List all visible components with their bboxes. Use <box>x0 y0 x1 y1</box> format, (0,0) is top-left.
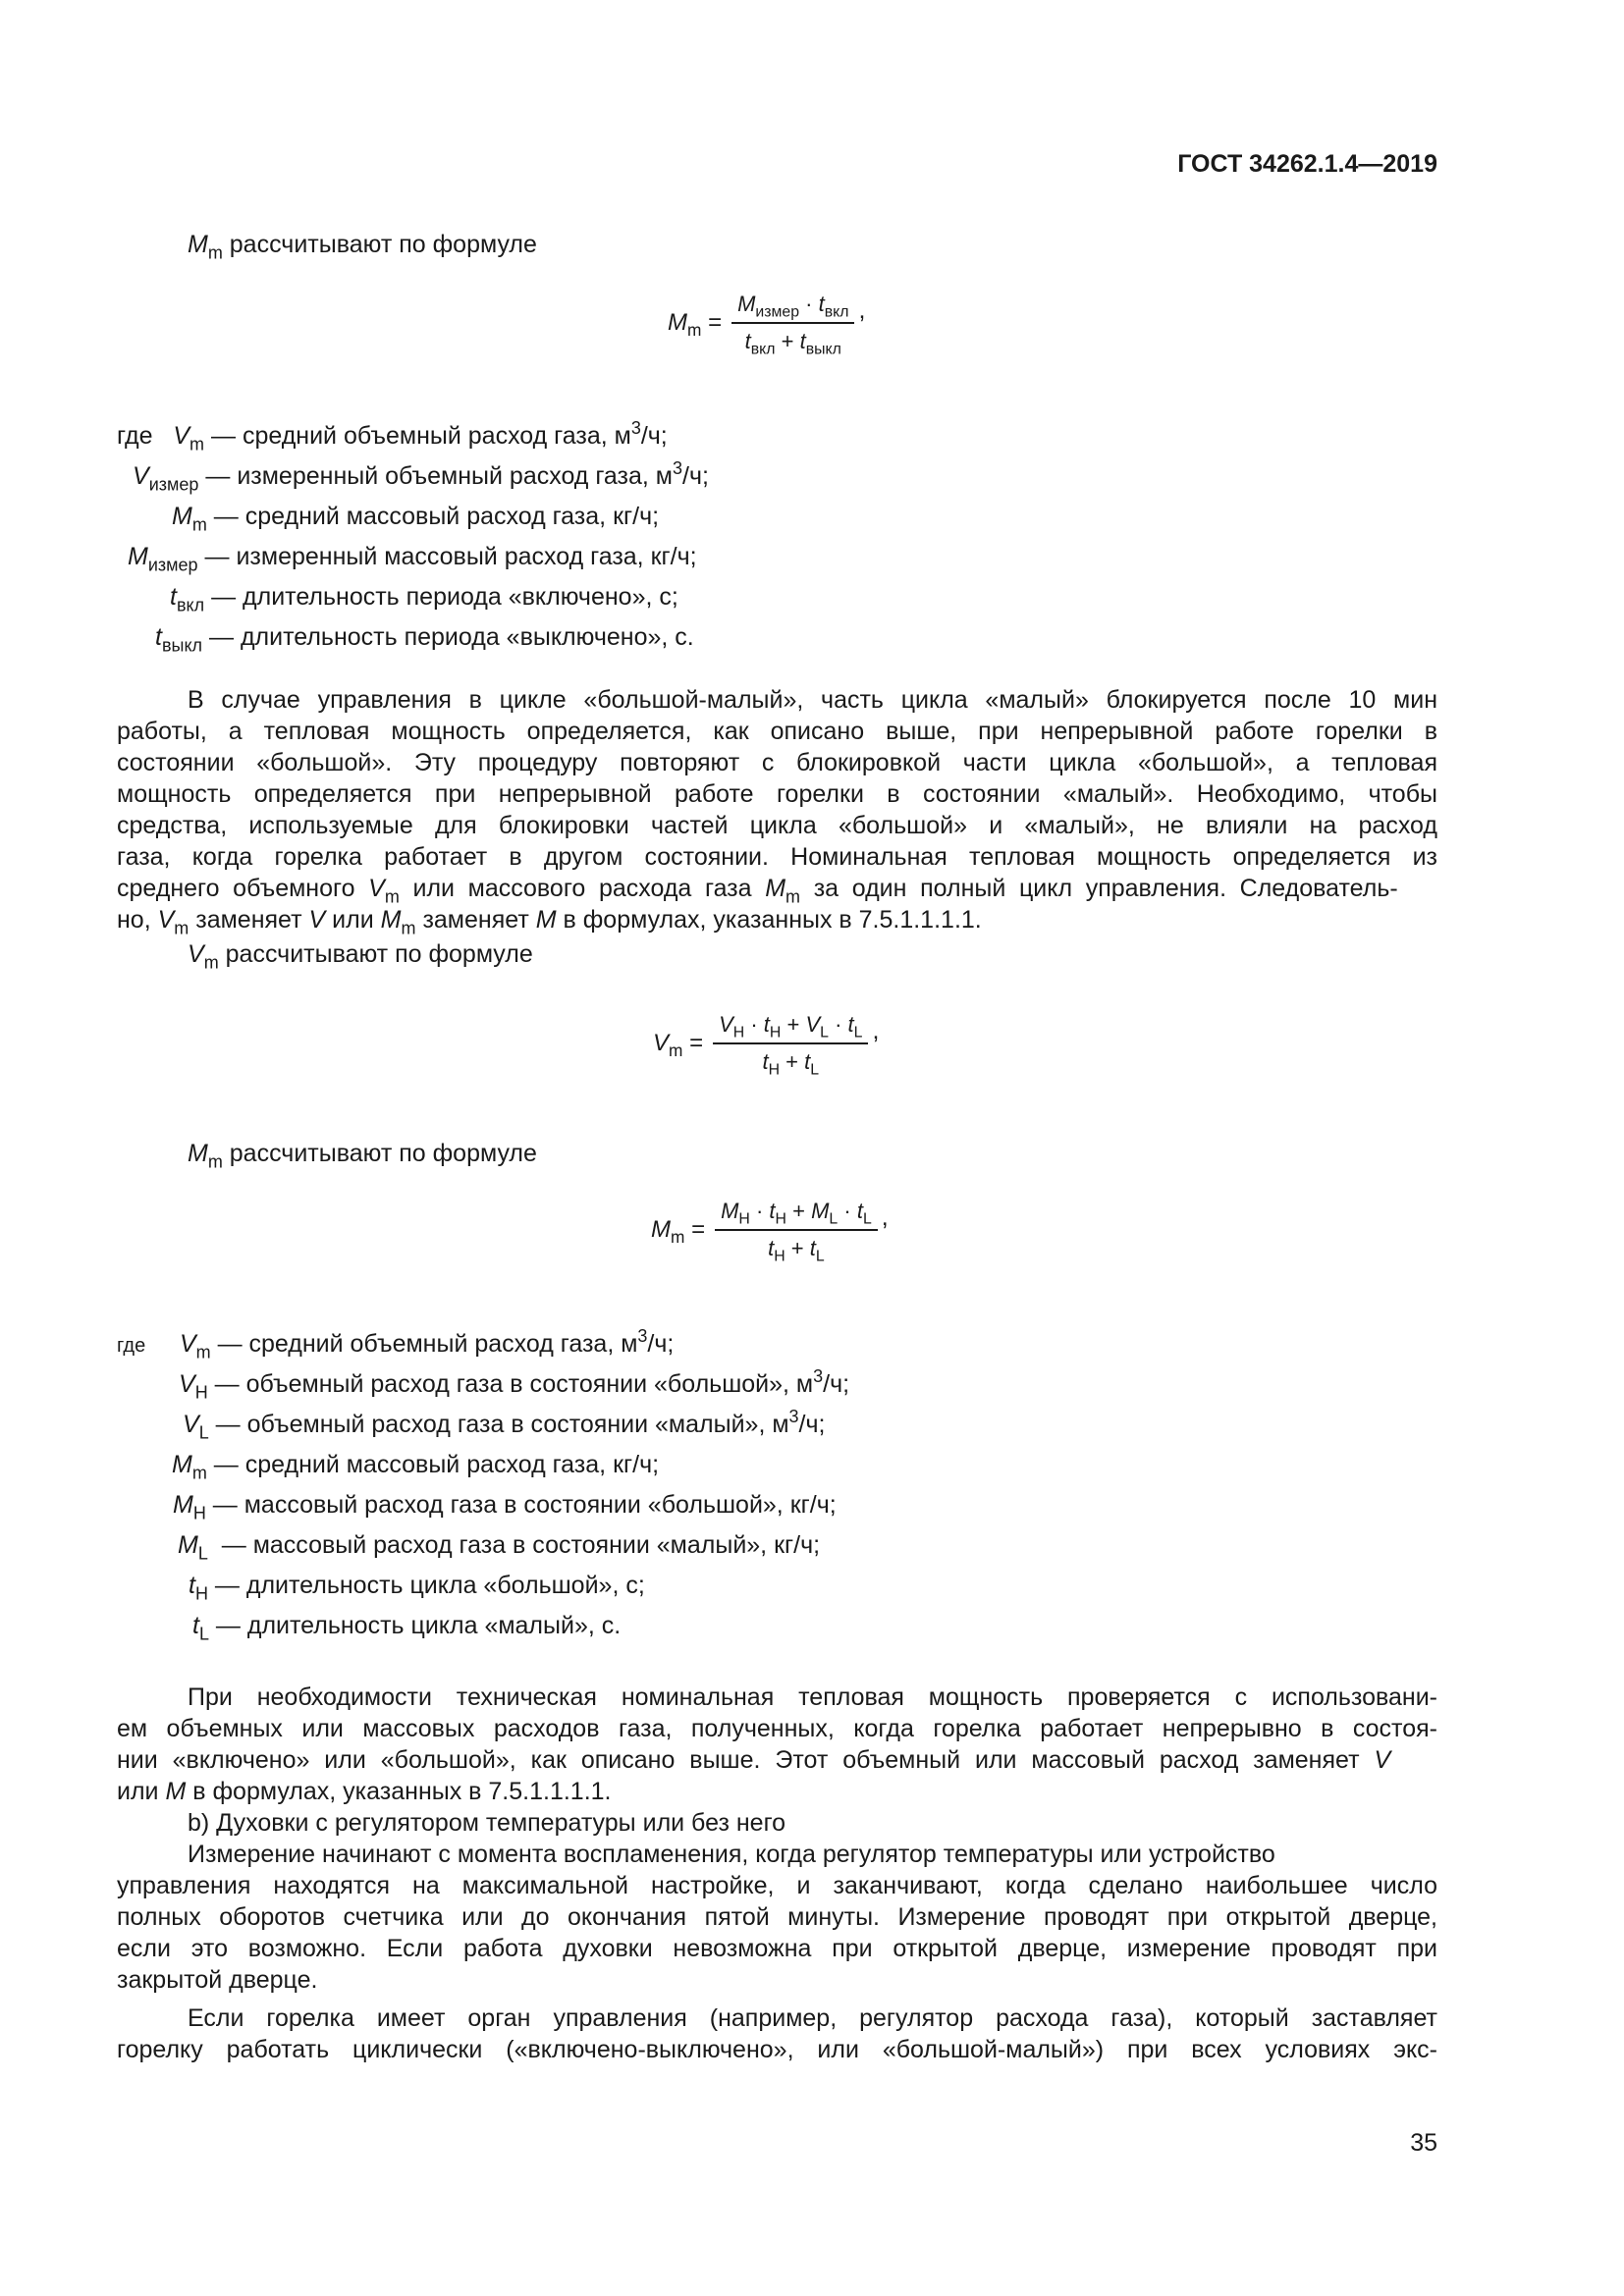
where-list-1-item-5: $t_{вкл}$ — длительность периода «включено», с; <box>170 583 678 615</box>
where-list-2-item-3: $V_L$ — объемный расход газа в состоянии «малый», $м^3/ч$; <box>183 1407 826 1443</box>
para-3-line-3: полных оборотов счетчика или до окончания пятой минуты. Измерение проводят при открытой дверце, <box>117 1903 1437 1931</box>
para-1-line-2: работы, а тепловая мощность определяется, как описано выше, при непрерывной работе горелки в <box>117 718 1437 745</box>
para-3-line-4: если это возможно. Если работа духовки невозможна при открытой дверце, измерение проводят при <box>117 1935 1437 1962</box>
page-number: 35 <box>1410 2129 1437 2157</box>
para-1-line-1: В случае управления в цикле «большой-малый», часть цикла «малый» блокируется после 10 мин <box>188 686 1437 714</box>
where-list-1-item-2: $V_{измер}$ — измеренный объемный расход газа, $м^3/ч$; <box>133 458 709 495</box>
para-1-line-4: мощность определяется при непрерывной работе горелки в состоянии «малый». Необходимо, чтобы <box>117 780 1437 808</box>
formula-mm-hilo: $M_m$ = $\frac{M_H \cdot t_H + M_L \cdot t_L}{t_H + t_L}$ , <box>651 1199 889 1265</box>
where-list-1-item-3: $M_m$ — средний массовый расход газа, кг/ч; <box>172 503 660 535</box>
where-list-2-item-2: $V_H$ — объемный расход газа в состоянии «большой», $м^3/ч$; <box>179 1366 850 1403</box>
where-list-2-item-4: $M_m$ — средний массовый расход газа, кг/ч; <box>172 1451 660 1483</box>
para-1-line-6: газа, когда горелка работает в другом состоянии. Номинальная тепловая мощность определяется из <box>117 843 1437 871</box>
para-2-line-4: или M в формулах, указанных в 7.5.1.1.1.1. <box>117 1778 612 1805</box>
where-list-2-item-1: где $V_m$ — средний объемный расход газа, $м^3/ч$; <box>117 1326 675 1362</box>
where-list-1-item-6: $t_{выкл}$ — длительность периода «выключено», с. <box>155 623 694 656</box>
para-2-line-3: нии «включено» или «большой», как описано выше. Этот объемный или массовый расход заменяет V <box>117 1746 1391 1774</box>
formula-intro-3: $M_m$ рассчитывают по формуле <box>188 1140 537 1172</box>
para-3-line-1: Измерение начинают с момента воспламенения, когда регулятор температуры или устройство <box>188 1841 1275 1868</box>
where-list-2-item-8: $t_L$ — длительность цикла «малый», с. <box>192 1612 622 1644</box>
where-list-1-item-4: $M_{измер}$ — измеренный массовый расход газа, кг/ч; <box>128 543 697 575</box>
para-2-line-2: ем объемных или массовых расходов газа, полученных, когда горелка работает непрерывно в состоя- <box>117 1715 1437 1742</box>
document-header: ГОСТ 34262.1.4—2019 <box>1177 150 1437 178</box>
para-1-line-3: состоянии «большой». Эту процедуру повторяют с блокировкой части цикла «большой», а тепловая <box>117 749 1437 776</box>
para-4-line-1: Если горелка имеет орган управления (например, регулятор расхода газа), который заставляет <box>188 2004 1437 2032</box>
where-list-2-item-6: $M_L$ — массовый расход газа в состоянии «малый», кг/ч; <box>178 1531 821 1564</box>
formula-vm-hilo: $V_m$ = $\frac{V_H \cdot t_H + V_L \cdot t_L}{t_H + t_L}$ , <box>653 1012 880 1079</box>
item-b-heading: b) Духовки с регулятором температуры или без него <box>188 1809 786 1837</box>
para-3-line-5: закрытой дверце. <box>117 1966 318 1994</box>
para-3-line-2: управления находятся на максимальной настройке, и заканчивают, когда сделано наибольшее число <box>117 1872 1437 1899</box>
para-4-line-2: горелку работать циклически («включено-выключено», или «большой-малый») при всех условиях экс- <box>117 2036 1437 2063</box>
formula-intro-2: $V_m$ рассчитывают по формуле <box>188 940 533 973</box>
para-1-line-8: но, $V_m$ заменяет V или $M_m$ заменяет M в формулах, указанных в 7.5.1.1.1.1. <box>117 906 982 938</box>
para-1-line-7: среднего объемного $V_m$ или массового расхода газа $M_m$ за один полный цикл управления. Следователь- <box>117 875 1398 907</box>
where-list-2-item-5: $M_H$ — массовый расход газа в состоянии «большой», кг/ч; <box>173 1491 837 1523</box>
para-2-line-1: При необходимости техническая номинальная тепловая мощность проверяется с использовани- <box>188 1683 1437 1711</box>
formula-mm-onoff: $M_m$ = $\frac{M_{измер} \cdot t_{вкл}}{t_{вкл} + t_{выкл}}$ , <box>668 292 866 358</box>
para-1-line-5: средства, используемые для блокировки частей цикла «большой» и «малый», не влияли на расход <box>117 812 1437 839</box>
where-list-2-item-7: $t_H$ — длительность цикла «большой», с; <box>189 1572 645 1604</box>
where-list-1-item-1: где $V_m$ — средний объемный расход газа, $м^3/ч$; <box>117 418 668 454</box>
formula-intro-1: $M_m$ рассчитывают по формуле <box>188 231 537 263</box>
